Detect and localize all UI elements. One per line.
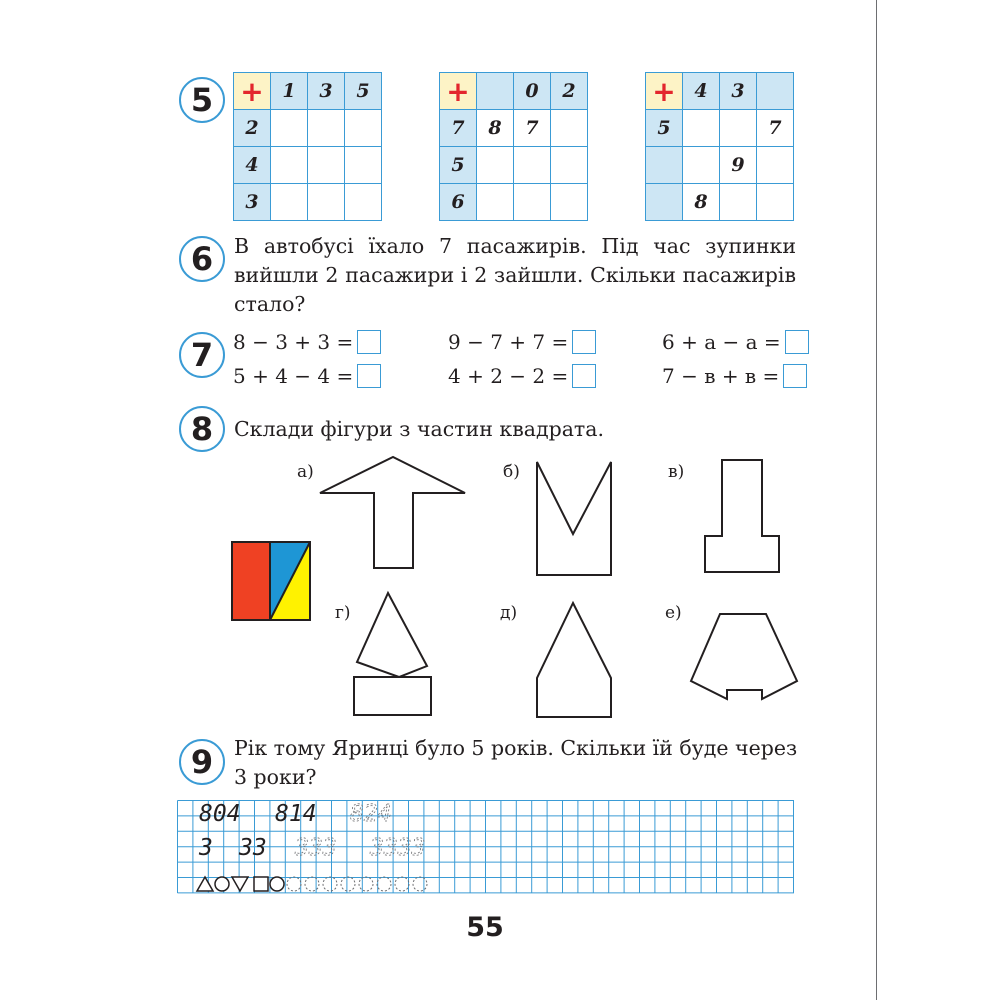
row-header-cell: 4 xyxy=(234,147,271,184)
sum-cell[interactable] xyxy=(477,184,514,221)
row-header-cell: 2 xyxy=(234,110,271,147)
square-red-part xyxy=(232,542,270,620)
copy-number: 33 xyxy=(239,835,267,861)
label-e: е) xyxy=(665,603,682,623)
grid-lines xyxy=(178,801,795,894)
column-header-cell: 4 xyxy=(683,73,720,110)
answer-box[interactable] xyxy=(785,330,809,354)
label-a: а) xyxy=(297,462,314,482)
sum-cell[interactable] xyxy=(683,147,720,184)
task-6-line-3: стало? xyxy=(234,292,306,316)
page-edge-line xyxy=(876,0,877,1000)
label-g: г) xyxy=(335,603,351,623)
expression-text: 7 − в + в = xyxy=(662,364,780,388)
sum-cell: 7 xyxy=(757,110,794,147)
sum-cell[interactable] xyxy=(477,147,514,184)
label-v: в) xyxy=(668,462,685,482)
addition-table-2 xyxy=(439,72,588,221)
task-8-text: Склади фігури з частин квадрата. xyxy=(234,417,605,441)
sum-cell[interactable] xyxy=(308,147,345,184)
sum-cell[interactable] xyxy=(514,147,551,184)
column-header-cell: 2 xyxy=(551,73,588,110)
copy-number-tracing: 3333 xyxy=(370,835,426,861)
cut-square-figure xyxy=(232,542,312,620)
shape-arrow xyxy=(318,455,468,570)
column-header-cell: 3 xyxy=(720,73,757,110)
sum-cell[interactable] xyxy=(551,147,588,184)
column-header-cell: 1 xyxy=(271,73,308,110)
label-b: б) xyxy=(503,462,520,482)
task-5-number: 5 xyxy=(179,77,225,123)
answer-box[interactable] xyxy=(572,330,596,354)
row-header-cell: 7 xyxy=(440,110,477,147)
sum-cell[interactable] xyxy=(551,184,588,221)
sum-cell[interactable] xyxy=(345,147,382,184)
page-number: 55 xyxy=(466,912,504,943)
expression-text: 6 + а − а = xyxy=(662,330,781,354)
sum-cell[interactable] xyxy=(720,184,757,221)
task-6-line-2: вийшли 2 пасажири і 2 зайшли. Скільки пасажирів xyxy=(234,263,796,287)
sum-cell[interactable] xyxy=(345,184,382,221)
answer-box[interactable] xyxy=(357,330,381,354)
expression-5 xyxy=(448,363,596,389)
addition-table-1 xyxy=(233,72,382,221)
task-6-line-1: В автобусі їхало 7 пасажирів. Під час зупинки xyxy=(234,234,796,258)
row-header-cell: 6 xyxy=(440,184,477,221)
column-header-cell: 3 xyxy=(308,73,345,110)
answer-box[interactable] xyxy=(572,364,596,388)
row-header-cell: 5 xyxy=(646,110,683,147)
row-header-cell xyxy=(646,147,683,184)
shape-house xyxy=(535,601,615,719)
expression-6 xyxy=(662,363,807,389)
plus-sign: + xyxy=(234,73,271,110)
expression-1 xyxy=(233,329,381,355)
task-9-number: 9 xyxy=(179,739,225,785)
expression-text: 9 − 7 + 7 = xyxy=(448,330,569,354)
copy-number: 3 xyxy=(199,835,213,861)
label-d: д) xyxy=(500,603,518,623)
column-header-cell: 5 xyxy=(345,73,382,110)
task-7-number: 7 xyxy=(179,332,225,378)
task-6-number: 6 xyxy=(179,236,225,282)
sum-cell[interactable] xyxy=(271,110,308,147)
column-header-cell xyxy=(757,73,794,110)
sum-cell: 8 xyxy=(683,184,720,221)
addition-table-3 xyxy=(645,72,794,221)
sum-cell[interactable] xyxy=(308,184,345,221)
sum-cell[interactable] xyxy=(720,110,757,147)
copy-number-tracing: 824 xyxy=(350,801,392,827)
sum-cell[interactable] xyxy=(683,110,720,147)
expression-text: 4 + 2 − 2 = xyxy=(448,364,569,388)
copy-number: 804 xyxy=(199,801,241,827)
row-header-cell xyxy=(646,184,683,221)
sum-cell[interactable] xyxy=(551,110,588,147)
expression-text: 5 + 4 − 4 = xyxy=(233,364,354,388)
expression-3 xyxy=(662,329,809,355)
shape-gem xyxy=(352,591,434,717)
row-header-cell: 5 xyxy=(440,147,477,184)
sum-cell[interactable] xyxy=(271,184,308,221)
shape-v xyxy=(535,460,615,578)
answer-box[interactable] xyxy=(357,364,381,388)
task-9-line-2: 3 роки? xyxy=(234,765,317,789)
expression-2 xyxy=(448,329,596,355)
copy-number: 814 xyxy=(275,801,317,827)
sum-cell[interactable] xyxy=(271,147,308,184)
shape-pattern-row xyxy=(197,877,427,891)
sum-cell[interactable] xyxy=(757,184,794,221)
sum-cell: 9 xyxy=(720,147,757,184)
sum-cell[interactable] xyxy=(345,110,382,147)
copy-number-tracing: 333 xyxy=(295,835,337,861)
column-header-cell xyxy=(477,73,514,110)
shape-trapezoid xyxy=(688,612,800,702)
sum-cell[interactable] xyxy=(757,147,794,184)
sum-cell: 7 xyxy=(514,110,551,147)
task-8-number: 8 xyxy=(179,406,225,452)
row-header-cell: 3 xyxy=(234,184,271,221)
plus-sign: + xyxy=(646,73,683,110)
sum-cell: 8 xyxy=(477,110,514,147)
answer-box[interactable] xyxy=(783,364,807,388)
task-9-line-1: Рік тому Яринці було 5 років. Скільки їй буде через xyxy=(234,736,798,760)
plus-sign: + xyxy=(440,73,477,110)
sum-cell[interactable] xyxy=(514,184,551,221)
column-header-cell: 0 xyxy=(514,73,551,110)
expression-text: 8 − 3 + 3 = xyxy=(233,330,354,354)
sum-cell[interactable] xyxy=(308,110,345,147)
copybook-grid xyxy=(177,800,795,894)
expression-4 xyxy=(233,363,381,389)
shape-t xyxy=(703,458,781,574)
